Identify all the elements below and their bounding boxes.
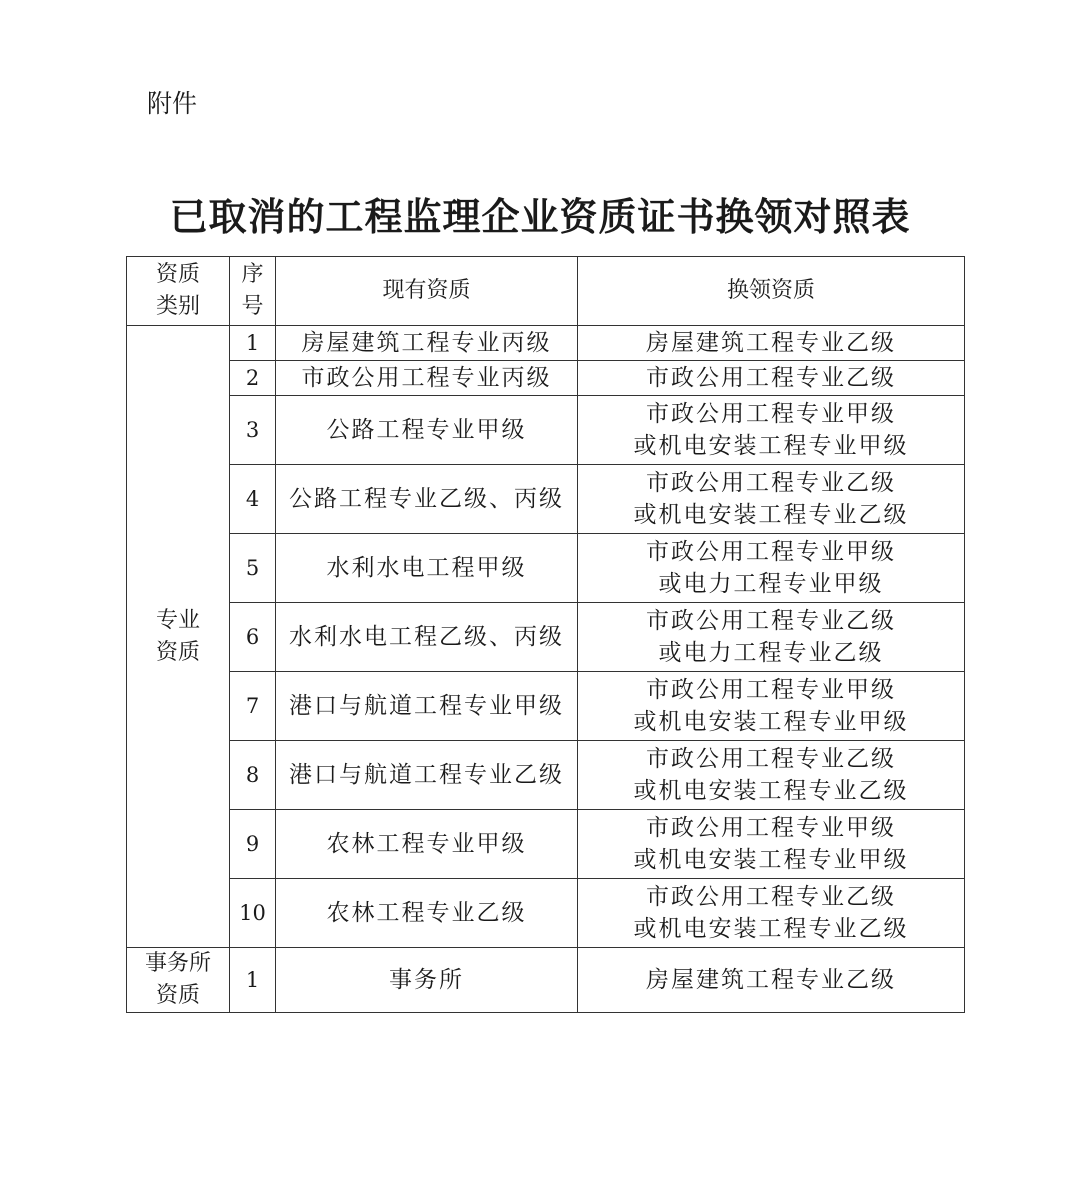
table-row xyxy=(127,948,965,1013)
serial-cell: 7 xyxy=(230,672,276,741)
replacement-line: 市政公用工程专业甲级 xyxy=(646,539,896,565)
current-qualification-cell: 市政公用工程专业丙级 xyxy=(276,361,578,396)
replacement-line: 市政公用工程专业甲级 xyxy=(646,677,896,703)
category-cell xyxy=(127,948,230,1013)
header-category xyxy=(127,257,230,326)
current-qualification-cell: 水利水电工程甲级 xyxy=(276,534,578,603)
replacement-qualification-cell xyxy=(578,465,965,534)
replacement-line: 或电力工程专业甲级 xyxy=(658,571,884,597)
replacement-line: 市政公用工程专业乙级 xyxy=(646,470,896,496)
page-title: 已取消的工程监理企业资质证书换领对照表 xyxy=(169,194,911,239)
serial-cell: 9 xyxy=(230,810,276,879)
replacement-line: 或机电安装工程专业甲级 xyxy=(633,709,909,735)
current-qualification-cell: 公路工程专业甲级 xyxy=(276,396,578,465)
category-cell xyxy=(127,326,230,948)
category-label: 资质 xyxy=(155,983,200,1008)
current-qualification-cell: 农林工程专业甲级 xyxy=(276,810,578,879)
replacement-qualification-cell xyxy=(578,948,965,1013)
table-row xyxy=(127,810,965,879)
table-row xyxy=(127,396,965,465)
replacement-line: 市政公用工程专业乙级 xyxy=(646,746,896,772)
current-qualification-cell: 事务所 xyxy=(276,948,578,1013)
category-label: 资质 xyxy=(155,639,200,665)
serial-cell: 1 xyxy=(230,326,276,361)
header-serial xyxy=(230,257,276,326)
header-category-line1: 资质 xyxy=(155,262,200,287)
table-row xyxy=(127,741,965,810)
serial-cell: 5 xyxy=(230,534,276,603)
replacement-line: 市政公用工程专业乙级 xyxy=(646,608,896,634)
replacement-qualification-cell xyxy=(578,361,965,396)
header-serial-line2: 号 xyxy=(241,294,264,319)
replacement-line: 或机电安装工程专业乙级 xyxy=(633,502,909,528)
current-qualification-cell: 港口与航道工程专业乙级 xyxy=(276,741,578,810)
category-label: 专业 xyxy=(155,607,200,633)
table-row xyxy=(127,603,965,672)
replacement-line: 或机电安装工程专业甲级 xyxy=(633,433,909,459)
table-row xyxy=(127,465,965,534)
replacement-line: 市政公用工程专业甲级 xyxy=(646,815,896,841)
current-qualification-cell: 房屋建筑工程专业丙级 xyxy=(276,326,578,361)
replacement-qualification-cell xyxy=(578,741,965,810)
table-row xyxy=(127,672,965,741)
serial-cell: 8 xyxy=(230,741,276,810)
replacement-line: 房屋建筑工程专业乙级 xyxy=(646,330,896,356)
replacement-line: 或机电安装工程专业乙级 xyxy=(633,778,909,804)
serial-cell: 6 xyxy=(230,603,276,672)
serial-cell: 10 xyxy=(230,879,276,948)
replacement-qualification-cell xyxy=(578,396,965,465)
table-row xyxy=(127,326,965,361)
serial-cell: 1 xyxy=(230,948,276,1013)
replacement-line: 市政公用工程专业乙级 xyxy=(646,884,896,910)
replacement-line: 市政公用工程专业甲级 xyxy=(646,401,896,427)
header-current: 现有资质 xyxy=(276,257,578,326)
replacement-qualification-cell xyxy=(578,326,965,361)
replacement-qualification-cell xyxy=(578,534,965,603)
attachment-label: 附件 xyxy=(147,89,198,118)
replacement-qualification-cell xyxy=(578,603,965,672)
replacement-qualification-cell xyxy=(578,879,965,948)
category-label: 事务所 xyxy=(144,951,211,976)
replacement-qualification-cell xyxy=(578,810,965,879)
table-header-row xyxy=(127,257,965,326)
table-row xyxy=(127,361,965,396)
current-qualification-cell: 水利水电工程乙级、丙级 xyxy=(276,603,578,672)
replacement-line: 市政公用工程专业乙级 xyxy=(646,365,896,391)
qualification-table xyxy=(126,256,965,1013)
serial-cell: 4 xyxy=(230,465,276,534)
current-qualification-cell: 港口与航道工程专业甲级 xyxy=(276,672,578,741)
table-row xyxy=(127,879,965,948)
replacement-line: 或电力工程专业乙级 xyxy=(658,640,884,666)
current-qualification-cell: 公路工程专业乙级、丙级 xyxy=(276,465,578,534)
replacement-line: 房屋建筑工程专业乙级 xyxy=(646,967,896,993)
table-row xyxy=(127,534,965,603)
replacement-line: 或机电安装工程专业乙级 xyxy=(633,916,909,942)
current-qualification-cell: 农林工程专业乙级 xyxy=(276,879,578,948)
header-serial-line1: 序 xyxy=(241,262,264,287)
replacement-qualification-cell xyxy=(578,672,965,741)
table-body xyxy=(127,257,965,1013)
replacement-line: 或机电安装工程专业甲级 xyxy=(633,847,909,873)
header-replacement: 换领资质 xyxy=(578,257,965,326)
serial-cell: 2 xyxy=(230,361,276,396)
serial-cell: 3 xyxy=(230,396,276,465)
header-category-line2: 类别 xyxy=(155,294,200,319)
